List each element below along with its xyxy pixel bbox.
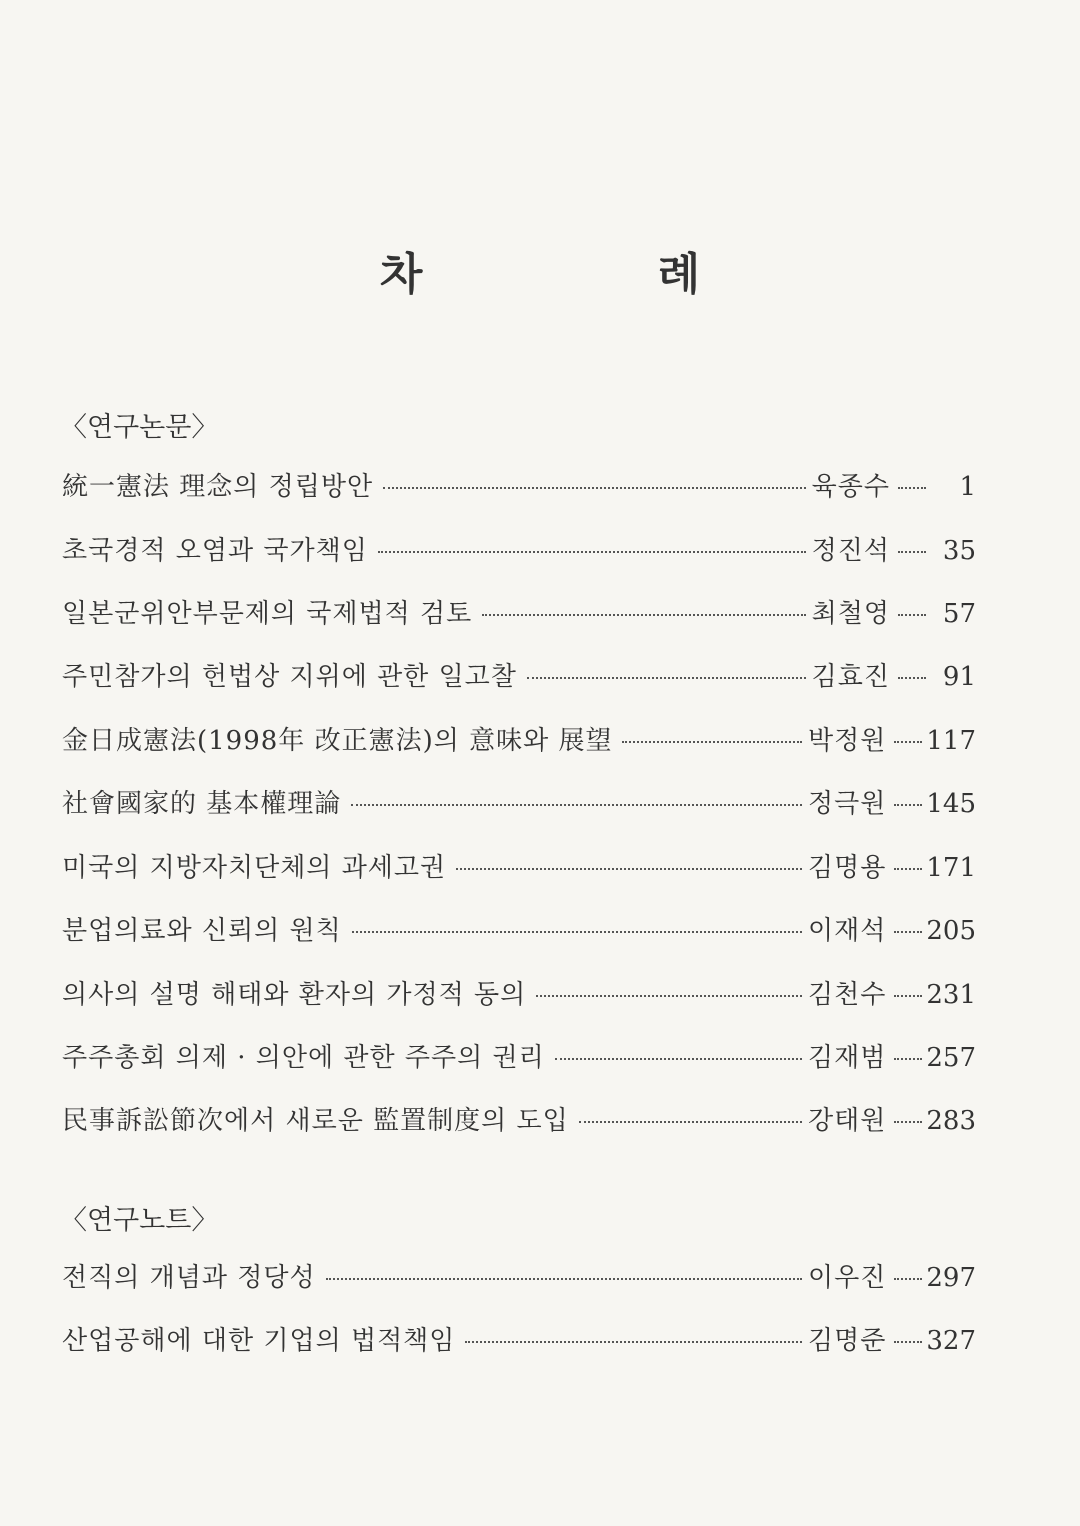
entry-page-number: 231 xyxy=(926,980,976,1010)
toc-entry[interactable] xyxy=(62,530,976,570)
toc-entry[interactable] xyxy=(62,593,976,633)
entry-title: 社會國家的 基本權理論 xyxy=(62,789,342,819)
entry-page-number: 297 xyxy=(926,1263,976,1293)
toc-entry[interactable] xyxy=(62,1257,976,1297)
entry-author: 김효진 xyxy=(811,662,890,692)
toc-entry[interactable] xyxy=(62,847,976,887)
toc-entry[interactable] xyxy=(62,1100,976,1140)
dot-leader xyxy=(555,1058,802,1060)
toc-entry[interactable] xyxy=(62,466,976,506)
dot-leader xyxy=(482,614,805,616)
dot-leader xyxy=(894,1121,922,1123)
entry-author: 이재석 xyxy=(808,916,887,946)
entry-title: 주주총회 의제 · 의안에 관한 주주의 권리 xyxy=(62,1043,545,1073)
dot-leader xyxy=(898,677,926,679)
entry-page-number: 145 xyxy=(926,789,976,819)
entry-title: 분업의료와 신뢰의 원칙 xyxy=(62,916,342,946)
dot-leader xyxy=(352,931,802,933)
entry-author: 김재범 xyxy=(808,1043,887,1073)
toc-entry[interactable] xyxy=(62,910,976,950)
entry-author: 김천수 xyxy=(808,980,887,1010)
dot-leader xyxy=(894,1341,922,1343)
entry-page-number: 205 xyxy=(926,916,976,946)
entry-author: 김명용 xyxy=(808,853,887,883)
dot-leader xyxy=(579,1121,802,1123)
entry-author: 정극원 xyxy=(808,789,887,819)
entry-author: 육종수 xyxy=(811,472,890,502)
dot-leader xyxy=(894,1058,922,1060)
toc-entry[interactable] xyxy=(62,1320,976,1360)
dot-leader xyxy=(456,868,802,870)
entry-author: 김명준 xyxy=(808,1326,887,1356)
entry-author: 정진석 xyxy=(811,536,890,566)
entry-page-number: 327 xyxy=(926,1326,976,1356)
dot-leader xyxy=(894,1278,922,1280)
entry-page-number: 1 xyxy=(959,472,976,502)
toc-entry[interactable] xyxy=(62,783,976,823)
entry-page-number: 283 xyxy=(926,1106,976,1136)
entry-title: 일본군위안부문제의 국제법적 검토 xyxy=(62,599,473,629)
entry-title: 주민참가의 헌법상 지위에 관한 일고찰 xyxy=(62,662,517,692)
entry-page-number: 57 xyxy=(942,599,976,629)
entry-title: 의사의 설명 해태와 환자의 가정적 동의 xyxy=(62,980,527,1010)
dot-leader xyxy=(351,804,802,806)
entry-page-number: 171 xyxy=(926,853,976,883)
entry-title: 金日成憲法(1998年 改正憲法)의 意味와 展望 xyxy=(62,726,613,756)
dot-leader xyxy=(383,487,806,489)
dot-leader xyxy=(894,995,922,997)
dot-leader xyxy=(527,677,806,679)
dot-leader xyxy=(894,741,922,743)
page-title: 차 례 xyxy=(379,249,811,300)
entry-title: 산업공해에 대한 기업의 법적책임 xyxy=(62,1326,456,1356)
entry-title: 초국경적 오염과 국가책임 xyxy=(62,536,368,566)
dot-leader xyxy=(894,868,922,870)
toc-entry[interactable] xyxy=(62,656,976,696)
entry-title: 미국의 지방자치단체의 과세고권 xyxy=(62,853,447,883)
entry-page-number: 257 xyxy=(926,1043,976,1073)
dot-leader xyxy=(622,741,802,743)
entry-title: 統一憲法 理念의 정립방안 xyxy=(62,472,374,502)
entry-title: 民事訴訟節次에서 새로운 監置制度의 도입 xyxy=(62,1106,569,1136)
entry-author: 박정원 xyxy=(808,726,887,756)
entry-page-number: 35 xyxy=(942,536,976,566)
entry-page-number: 117 xyxy=(926,726,976,756)
dot-leader xyxy=(378,551,806,553)
dot-leader xyxy=(465,1341,802,1343)
toc-entry[interactable] xyxy=(62,1037,976,1077)
entry-title: 전직의 개념과 정당성 xyxy=(62,1263,316,1293)
entry-page-number: 91 xyxy=(942,662,976,692)
dot-leader xyxy=(894,804,922,806)
dot-leader xyxy=(898,487,926,489)
entry-author: 강태원 xyxy=(808,1106,887,1136)
section-heading-research-papers: 〈연구논문〉 xyxy=(60,412,219,443)
dot-leader xyxy=(898,614,926,616)
entry-author: 최철영 xyxy=(811,599,890,629)
toc-entry[interactable] xyxy=(62,720,976,760)
section-heading-research-notes: 〈연구노트〉 xyxy=(60,1205,219,1236)
toc-entry[interactable] xyxy=(62,974,976,1014)
dot-leader xyxy=(536,995,802,997)
dot-leader xyxy=(326,1278,802,1280)
dot-leader xyxy=(898,551,926,553)
dot-leader xyxy=(894,931,922,933)
entry-author: 이우진 xyxy=(808,1263,887,1293)
